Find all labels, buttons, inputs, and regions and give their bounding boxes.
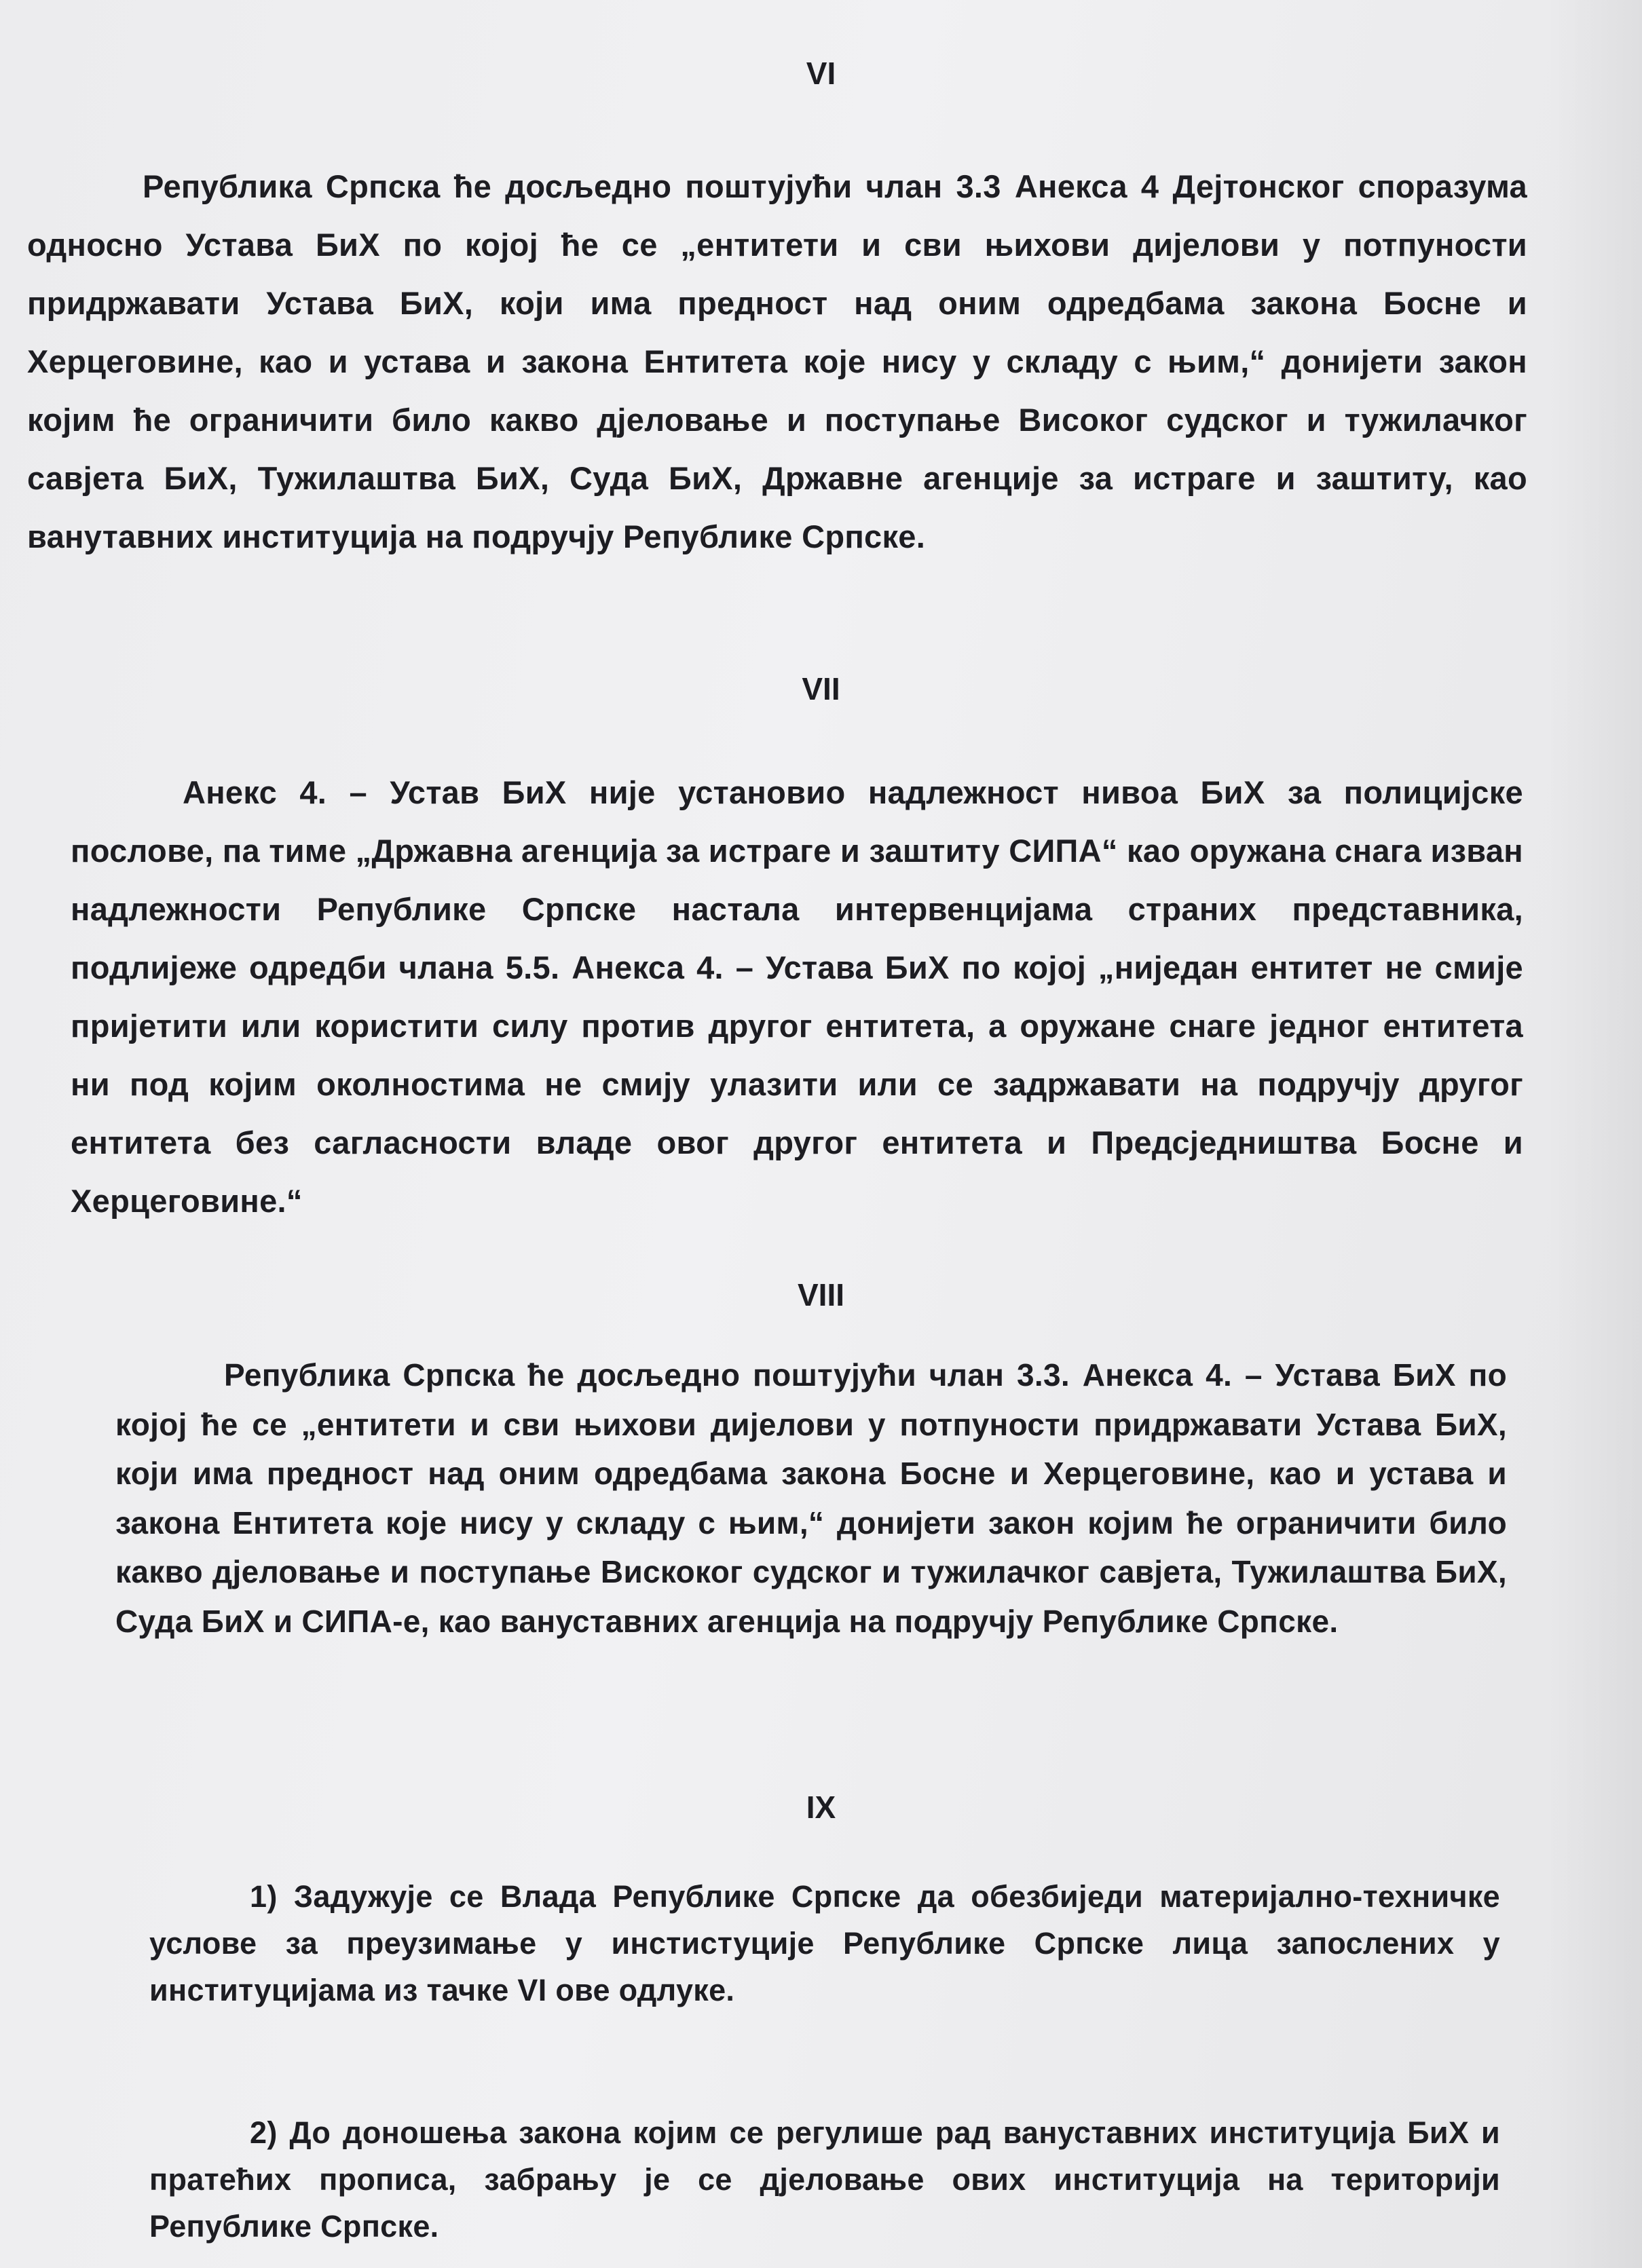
section-heading-vii: VII	[802, 671, 840, 706]
section-heading-viii: VIII	[797, 1277, 845, 1312]
section-viii-paragraph: Република Српска ће досљедно поштујући члан 3.3. Анекса 4. – Устава БиХ по којој ће се „ентитети и сви њихови дијелови у потпуности придржавати Устава БиХ, који има предност над оним одредбама закона Босне и Херцеговине, као и устава и закона Ентитета које нису у складу с њим,“ донијети закон којим ће ограничити било какво дјеловање и поступање Вискоког судског и тужилачког савјета, Тужилаштва БиХ, Суда БиХ и СИПА-е, као ванустaвних агенција на подручју Републике Српске.	[115, 1357, 1507, 1639]
section-ix-item-2: 2) До доношења закона којим се регулише рад ванустaвних институција БиХ и пратећих прописа, забрању је се дјеловање ових институција на територији Републике Српске.	[149, 2115, 1500, 2244]
page-edge-shadow	[1547, 0, 1642, 2268]
section-vii-paragraph: Анекс 4. – Устав БиХ није установио надлежност нивоа БиХ за полицијске послове, па тиме „Државна агенција за истраге и заштиту СИПА“ као оружана снага изван надлежности Републике Српске настала интервенцијама страних представника, подлијеже одредби члана 5.5. Анекса 4. – Устава БиХ по којој „ниједан ентитет не смије пријетити или користити силу против другог ентитета, а оружане снаге једног ентитета ни под којим околностима не смију улазити или се задржавати на подручју другог ентитета без сагласности владе овог другог ентитета и Предсједништва Босне и Херцеговине.“	[71, 774, 1523, 1219]
section-vi-paragraph: Република Српска ће досљедно поштујући члан 3.3 Анекса 4 Дејтонског споразума односно Устава БиХ по којој ће се „ентитети и сви њихови дијелови у потпуности придржавати Устава БиХ, који има предност над оним одредбама закона Босне и Херцеговине, као и устава и закона Ентитета које нису у складу с њим,“ донијети закон којим ће ограничити било какво дјеловање и поступање Високог судског и тужилачког савјета БиХ, Тужилаштва БиХ, Суда БиХ, Државне агенције за истраге и заштиту, као ванутавних институција на подручју Републике Српске.	[27, 168, 1527, 554]
section-ix-item-1: 1) Задужује се Влада Републике Српске да обезбиједи материјално-техничке услове за преузимање у инстиcтуције Републике Српске лица запослених у институцијама из тачке VI ове одлуке.	[149, 1879, 1500, 2007]
section-heading-ix: IX	[806, 1790, 836, 1825]
section-heading-vi: VI	[806, 56, 836, 91]
